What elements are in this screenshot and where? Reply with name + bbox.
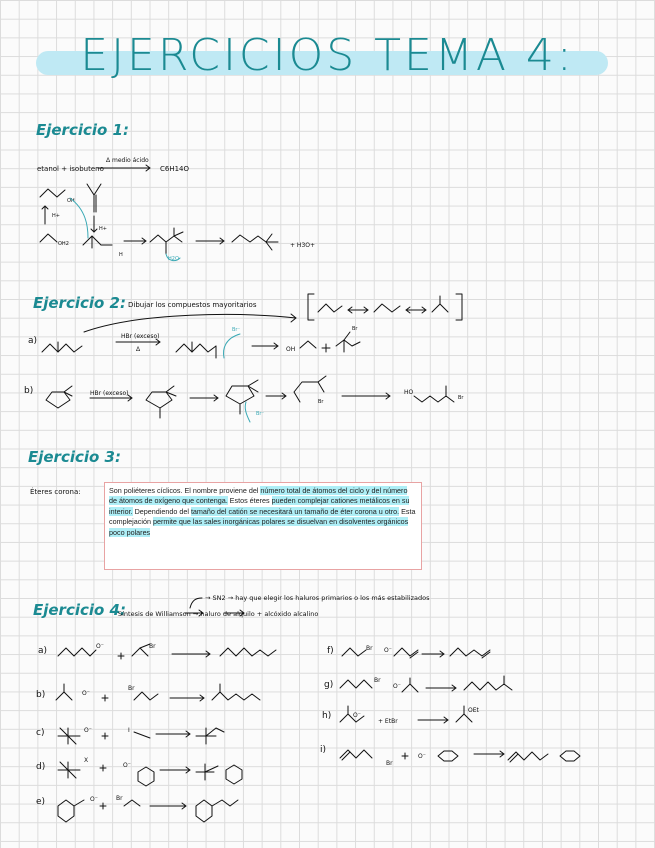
ex2-br-minus: Br⁻	[232, 327, 241, 333]
ex1-equilibrium-arrows	[42, 206, 97, 232]
ex1-ether-product	[232, 234, 278, 250]
heading-ejercicio-1: Ejercicio 1:	[36, 121, 129, 139]
ex4-i-br: Br	[386, 760, 393, 767]
ex4-i-alkoxide: O⁻	[418, 753, 426, 760]
ex4-a-alkoxide: O⁻	[96, 643, 104, 650]
ex4-g-alkoxide: O⁻	[393, 683, 401, 690]
highlighted-text-segment: tamaño del catión se necesitará un tamaño de éter corona u otro.	[190, 506, 400, 516]
ex2-b-arrow-2	[190, 395, 218, 401]
heading-ejercicio-3: Ejercicio 3:	[28, 448, 121, 466]
ex4-h-oet: OEt	[468, 707, 479, 714]
ex1-oh2-label: OH2	[58, 241, 69, 247]
ex2-b-product	[414, 386, 454, 402]
ex4-line1: Síntesis de Williamson → haluro de alquilo + alcóxido alcalino	[118, 610, 319, 618]
highlighted-text-segment: número total de átomos del ciclo y del número de átomos de oxígeno que contenga.	[109, 486, 408, 506]
ex1-ethanol	[40, 189, 65, 197]
ex1-condition: Δ medio ácido	[106, 157, 149, 164]
ex2-br-b2: Br	[318, 399, 324, 405]
ex4-title-arrows	[185, 598, 244, 616]
ex1-h-plus-label-2: H+	[99, 226, 107, 232]
ex1-reaction-text: etanol + isobuteno	[37, 165, 104, 173]
text-segment: Son poliéteres cíclicos. El nombre proviene del	[109, 486, 261, 495]
ex4-f	[342, 648, 490, 658]
ex1-oxonium-ether	[150, 228, 183, 254]
ex2-b-arrow-3	[266, 393, 286, 399]
ex2-b-intermediate	[226, 380, 258, 414]
ex2-b-arrow	[90, 395, 132, 401]
ex4-d	[58, 762, 242, 786]
ex4-f-alkoxide: O⁻	[384, 647, 392, 654]
ex4-item-f: f)	[327, 646, 334, 656]
ex2-a-curved-arrow	[224, 334, 240, 358]
page-title: EJERCICIOS TEMA 4:	[80, 30, 575, 81]
ex4-item-i: i)	[320, 745, 327, 755]
ex1-carbocation	[83, 236, 112, 248]
ex3-lead: Éteres corona:	[30, 488, 81, 496]
ex2-resonance-bracket	[308, 294, 462, 320]
ex4-h-etbr: + EtBr	[378, 718, 398, 725]
ex4-b-br: Br	[128, 685, 135, 692]
ex4-e-alkoxide: O⁻	[90, 796, 98, 803]
ex4-f-br: Br	[366, 645, 373, 652]
ex4-item-g: g)	[324, 680, 334, 690]
text-segment: Dependiendo del	[132, 506, 191, 516]
ex4-item-c: c)	[36, 728, 45, 738]
ex4-i	[340, 750, 580, 762]
ex2-note: Dibujar los compuestos mayoritarios	[128, 301, 257, 309]
ex2-item-a: a)	[28, 336, 38, 346]
ex4-line2: → SN2 → hay que elegir los haluros primarios o los más estabilizados	[205, 594, 430, 602]
heading-ejercicio-4: Ejercicio 4:	[33, 601, 126, 619]
ex4-item-b: b)	[36, 690, 46, 700]
ex2-a-oxonium	[176, 342, 216, 358]
ex2-b-reagent: HBr (exceso)	[90, 390, 129, 397]
ex2-b-oxonium	[146, 386, 176, 418]
text-segment: Esta complejación	[109, 506, 416, 527]
heading-ejercicio-2: Ejercicio 2:	[33, 294, 126, 312]
ex4-h-alkoxide: O⁻	[353, 712, 361, 719]
text-segment: Estos éteres	[227, 496, 272, 506]
ex2-oh-product: OH	[286, 346, 296, 353]
ex1-h-plus-label: H+	[52, 213, 60, 219]
ex2-a-arrow-2	[252, 343, 278, 349]
ex4-b-alkoxide: O⁻	[82, 690, 90, 697]
ex4-d-x: X	[84, 757, 89, 764]
highlighted-text-segment: permite que las sales inorgánicas polares se disuelvan en disolventes orgánicos poco polares	[109, 517, 409, 537]
ex2-b-thf	[46, 386, 72, 408]
ex4-item-d: d)	[36, 762, 46, 772]
ex2-long-curved-arrow	[84, 315, 296, 332]
ex4-e-br: Br	[116, 795, 123, 802]
ex4-item-e: e)	[36, 797, 46, 807]
ex1-protonated-ethanol	[40, 234, 57, 242]
ex2-a-arrow	[116, 339, 160, 345]
ex4-c	[58, 728, 224, 744]
ex4-item-h: h)	[322, 711, 332, 721]
ex1-h3o-label: + H3O+	[290, 242, 316, 249]
ex2-a-ether	[42, 342, 82, 352]
ex2-b-arrow-4	[342, 393, 390, 399]
ex2-a-products	[300, 332, 360, 352]
ex4-a-br: Br	[149, 643, 156, 650]
ex4-a	[58, 644, 276, 659]
ex4-g-br: Br	[374, 677, 381, 684]
ex4-h	[340, 706, 472, 723]
ex1-arrow-3	[196, 238, 224, 244]
ex1-h-label: H	[119, 252, 123, 258]
ex1-isobutene	[87, 184, 101, 212]
ex2-item-b: b)	[24, 386, 34, 396]
ex2-a-reagent: HBr (exceso)	[121, 333, 160, 340]
ex2-a-delta: Δ	[136, 346, 141, 353]
ex1-product: C6H14O	[160, 165, 190, 173]
ex1-arrow-2	[124, 238, 146, 244]
ex4-b	[56, 684, 260, 701]
ex4-g	[340, 676, 512, 692]
ex2-b-ring-open	[294, 376, 326, 402]
ex2-br-a: Br	[352, 326, 358, 332]
ex2-br-minus-2: Br⁻	[256, 411, 265, 417]
ex2-br-b: Br	[458, 395, 464, 401]
ex4-item-a: a)	[38, 646, 48, 656]
ex2-b-curved-arrow	[245, 402, 250, 422]
ex4-c-alkoxide: O⁻	[84, 727, 92, 734]
ex1-curved-arrow-2	[166, 254, 180, 261]
ex1-curved-arrow	[70, 198, 88, 238]
ex1-h2o-label: H2O	[168, 256, 179, 262]
ex4-d-alkoxide: O⁻	[123, 762, 131, 769]
ex2-ho-product: HO	[404, 389, 414, 396]
highlighted-text-segment: pueden complejar cationes metálicos en su interior.	[109, 496, 410, 516]
ex4-c-iodide: I	[128, 727, 130, 734]
ex4-e	[58, 800, 238, 822]
ex1-reaction-arrow	[98, 165, 150, 171]
ex1-oh-label: OH	[67, 198, 75, 204]
